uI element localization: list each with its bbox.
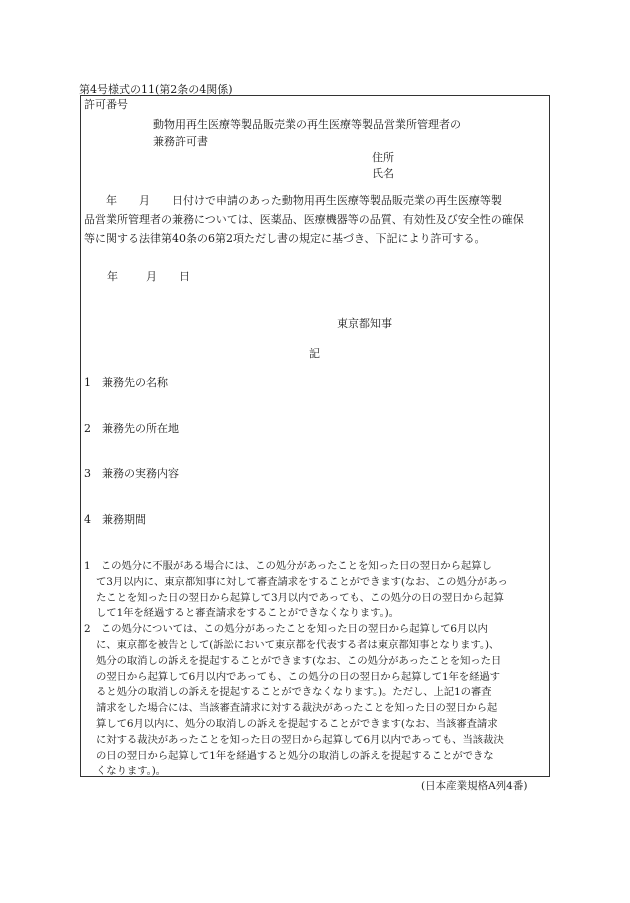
ki-heading: 記 [309,347,320,360]
note-line: て3月以内に、東京都知事に対して審査請求をすることができます(なお、この処分があっ [96,575,508,588]
permit-body-line: 等に関する法律第40条の6第2項ただし書の規定に基づき、下記により許可する。 [84,232,486,245]
note-line: ると処分の取消しの訴えを提起することができなくなります。)。ただし、上記1の審査 [96,686,492,699]
permit-body-line: 品営業所管理者の兼務については、医薬品、医療機器等の品質、有効性及び安全性の確保 [84,213,524,226]
note-line: たことを知った日の翌日から起算して3月以内であっても、この処分の日の翌日から起算 [96,591,504,604]
document-title-line2: 兼務許可書 [153,135,208,148]
note-line: 2 この処分については、この処分があったことを知った日の翌日から起算して6月以内 [84,623,488,636]
note-line: の翌日から起算して6月以内であっても、この処分の日の翌日から起算して1年を経過す [96,670,500,683]
permit-body-line: 年 月 日付けで申請のあった動物用再生医療等製品販売業の再生医療等製 [84,194,502,207]
note-line: に、東京都を被告として(訴訟において東京都を代表する者は東京都知事となります。)、 [96,638,500,651]
address-label: 住所 [372,151,394,164]
document-title-line1: 動物用再生医療等製品販売業の再生医療等製品営業所管理者の [153,118,461,131]
note-line: 算して6月以内に、処分の取消しの訴えを提起することができます(なお、当該審査請求 [96,717,498,730]
issue-date-month: 月 [146,270,157,283]
issue-date-year: 年 [107,270,118,283]
item-concurrent-name: 1 兼務先の名称 [84,376,168,389]
note-line: 処分の取消しの訴えを提起することができます(なお、この処分があったことを知った日 [96,654,502,667]
note-line: に対する裁決があったことを知った日の翌日から起算して6月以内であっても、当該裁決 [96,733,504,746]
note-line: くなります。)。 [96,765,166,778]
item-concurrent-location: 2 兼務先の所在地 [84,422,179,435]
item-concurrent-duties: 3 兼務の実務内容 [84,467,179,480]
issue-date-day: 日 [179,270,190,283]
paper-size-note: (日本産業規格A列4番) [421,780,528,792]
name-label: 氏名 [372,167,394,180]
permit-number-label: 許可番号 [84,98,128,111]
permit-body [84,191,546,248]
note-line: して1年を経過すると審査請求をすることができなくなります。)。 [96,607,399,620]
note-line: 1 この処分に不服がある場合には、この処分があったことを知った日の翌日から起算し [84,560,492,572]
form-number: 第4号様式の11(第2条の4関係) [79,83,233,96]
note-line: の日の翌日から起算して1年を経過すると処分の取消しの訴えを提起することができな [96,749,494,762]
item-concurrent-period: 4 兼務期間 [84,513,146,526]
note-line: 請求をした場合には、当該審査請求に対する裁決があったことを知った日の翌日から起 [96,702,498,715]
issue-date [107,271,190,282]
issuer: 東京都知事 [337,317,392,330]
notes-section [84,559,546,780]
